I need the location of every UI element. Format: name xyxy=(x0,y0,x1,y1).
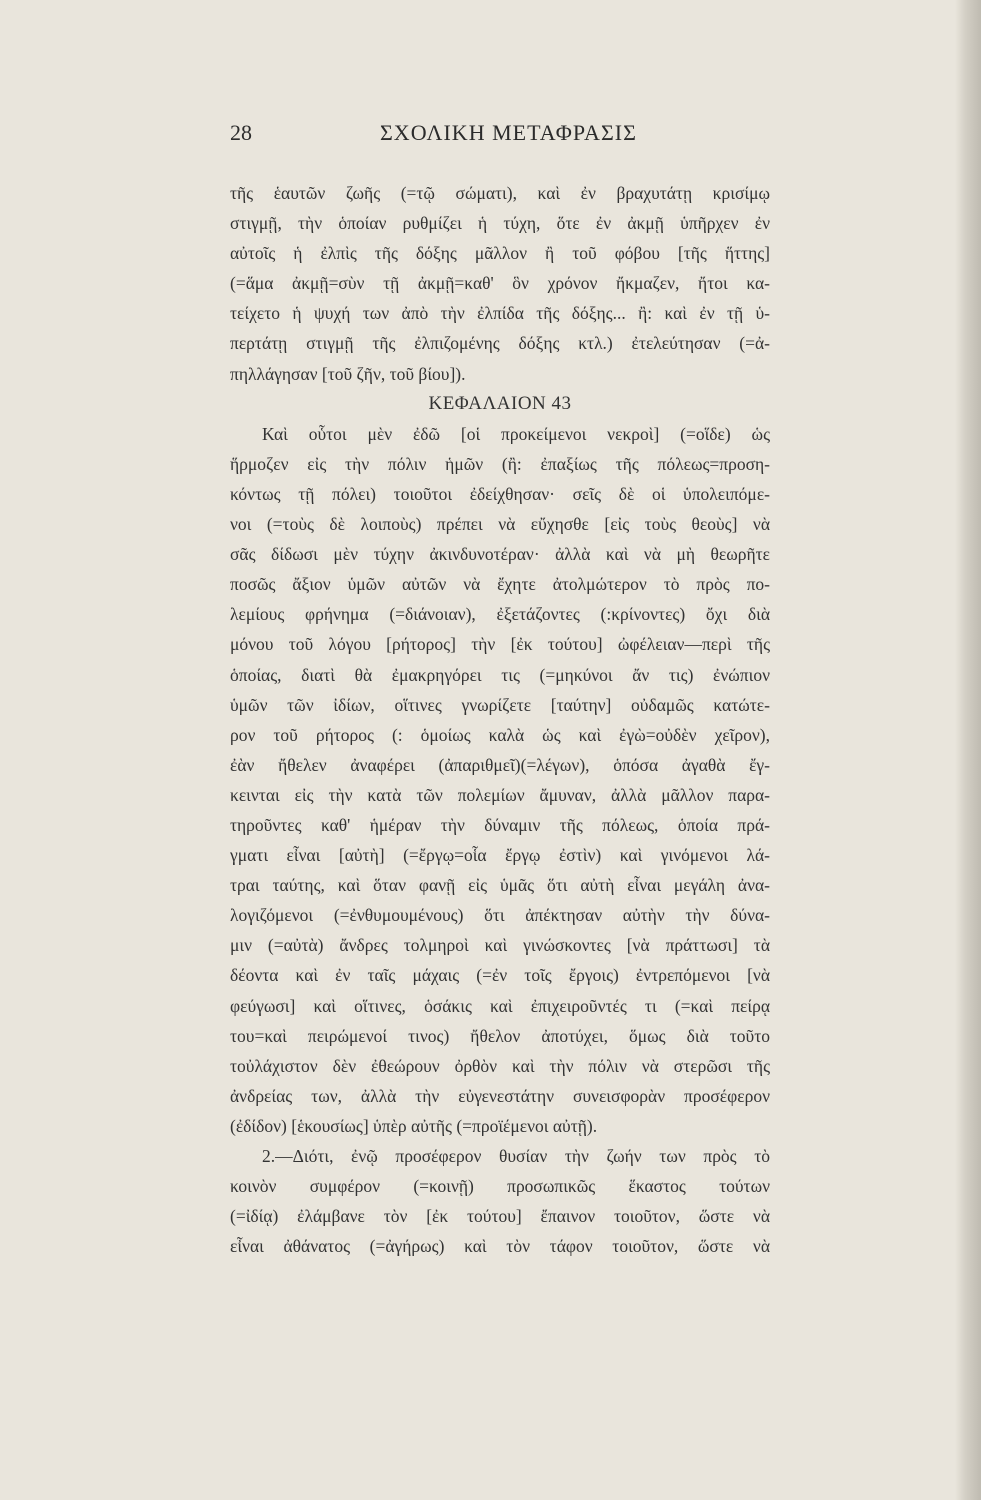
paragraph-2 xyxy=(230,1141,770,1261)
text-line: νοι (=τοὺς δὲ λοιποὺς) πρέπει νὰ εὔχησθε [εἰς τοὺς θεοὺς] νὰ xyxy=(230,514,770,535)
text-line: λογιζόμενοι (=ἐνθυμουμένους) ὅτι ἀπέκτησαν αὐτὴν τὴν δύνα- xyxy=(230,905,770,926)
text-line: 2.—Διότι, ἐνῷ προσέφερον θυσίαν τὴν ζωήν των πρὸς τὸ xyxy=(262,1146,770,1166)
page-edge-shadow xyxy=(955,0,981,1500)
text-line: γματι εἶναι [αὐτὴ] (=ἔργῳ=οἷα ἔργῳ ἐστὶν) καὶ γινόμενοι λά- xyxy=(230,845,770,866)
text-line: ὑμῶν τῶν ἰδίων, οἵτινες γνωρίζετε [ταύτην] οὐδαμῶς κατώτε- xyxy=(230,694,770,715)
text-line: ἥρμοζεν εἰς τὴν πόλιν ἡμῶν (ἢ: ἐπαξίως τῆς πόλεως=προση- xyxy=(230,453,770,474)
text-line: δέοντα καὶ ἐν ταῖς μάχαις (=ἐν τοῖς ἔργοις) ἐντρεπόμενοι [νὰ xyxy=(230,965,770,986)
text-line: μόνου τοῦ λόγου [ρήτορος] τὴν [ἐκ τούτου] ὠφέλειαν—περὶ τῆς xyxy=(230,634,770,655)
text-line: ποσῶς ἄξιον ὑμῶν αὐτῶν νὰ ἔχητε ἀτολμώτερον τὸ πρὸς πο- xyxy=(230,574,770,595)
text-line: τοὐλάχιστον δὲν ἐθεώρουν ὀρθὸν καὶ τὴν πόλιν νὰ στερῶσι τῆς xyxy=(230,1055,770,1076)
text-line: λεμίους φρήνημα (=διάνοιαν), ἐξετάζοντες (:κρίνοντες) ὄχι διὰ xyxy=(230,604,770,625)
text-line: ρον τοῦ ρήτορος (: ὁμοίως καλὰ ὡς καὶ ἐγὼ=οὐδὲν χεῖρον), xyxy=(230,724,770,745)
text-line: (=ἰδίᾳ) ἐλάμβανε τὸν [ἐκ τούτου] ἔπαινον τοιοῦτον, ὥστε νὰ xyxy=(230,1206,770,1227)
text-line: πηλλάγησαν [τοῦ ζῆν, τοῦ βίου]). xyxy=(230,363,466,384)
text-line: τῆς ἑαυτῶν ζωῆς (=τῷ σώματι), καὶ ἐν βραχυτάτῃ κρισίμῳ xyxy=(230,183,770,203)
text-line: τραι ταύτης, καὶ ὅταν φανῇ εἰς ὑμᾶς ὅτι αὐτὴ εἶναι μεγάλη ἀνα- xyxy=(230,875,770,896)
running-title: ΣΧΟΛΙΚΗ ΜΕΤΑΦΡΑΣΙΣ xyxy=(380,120,637,145)
text-line: τείχετο ἡ ψυχή των ἀπὸ τὴν ἐλπίδα τῆς δόξης... ἢ: καὶ ἐν τῇ ὑ- xyxy=(230,303,770,324)
text-line: μιν (=αὐτὰ) ἄνδρες τολμηροὶ καὶ γινώσκοντες [νὰ πράττωσι] τὰ xyxy=(230,935,770,956)
text-line: αὐτοῖς ἡ ἐλπὶς τῆς δόξης μᾶλλον ἢ τοῦ φόβου [τῆς ἥττης] xyxy=(230,243,770,264)
chapter-heading: ΚΕΦΑΛΑΙΟΝ 43 xyxy=(428,392,572,414)
text-line: Καὶ οὗτοι μὲν ἐδῶ [οἱ προκείμενοι νεκροὶ] (=οἵδε) ὡς xyxy=(262,423,770,444)
text-line: ὁποίας, διατὶ θὰ ἐμακρηγόρει τις (=μηκύνοι ἄν τις) ἐνώπιον xyxy=(230,664,770,685)
text-line: σᾶς δίδωσι μὲν τύχην ἀκινδυνοτέραν· ἀλλὰ καὶ νὰ μὴ θεωρῆτε xyxy=(230,544,770,565)
paragraph-1 xyxy=(230,419,770,1141)
text-line: (=ἅμα ἀκμῇ=σὺν τῇ ἀκμῇ=καθ' ὃν χρόνον ἤκμαζεν, ἤτοι κα- xyxy=(230,273,770,294)
text-line: κοινὸν συμφέρον (=κοινῇ) προσωπικῶς ἕκαστος τούτων xyxy=(230,1176,770,1197)
text-line: (ἐδίδον) [ἑκουσίως] ὑπὲρ αὐτῆς (=προϊέμενοι αὐτῇ). xyxy=(230,1115,598,1136)
text-line: φεύγωσι] καὶ οἵτινες, ὁσάκις καὶ ἐπιχειροῦντές τι (=καὶ πείρᾳ xyxy=(230,995,770,1016)
text-line: ἀνδρείας των, ἀλλὰ τὴν εὐγενεστάτην συνεισφορὰν προσέφερον xyxy=(230,1085,770,1106)
text-line: ἐὰν ἤθελεν ἀναφέρει (ἀπαριθμεῖ)(=λέγων), ὁπόσα ἀγαθὰ ἔγ- xyxy=(230,754,770,775)
text-block xyxy=(230,178,770,1261)
text-line: εἶναι ἀθάνατος (=ἀγήρως) καὶ τὸν τάφον τοιοῦτον, ὥστε νὰ xyxy=(230,1236,770,1257)
running-head xyxy=(230,120,770,150)
text-line: του=καὶ πειρώμενοί τινος) ἤθελον ἀποτύχει, ὅμως διὰ τοῦτο xyxy=(230,1025,770,1046)
text-line: κεινται εἰς τὴν κατὰ τῶν πολεμίων ἄμυναν, ἀλλὰ μᾶλλον παρα- xyxy=(230,784,770,805)
text-line: περτάτῃ στιγμῇ τῆς ἐλπιζομένης δόξης κτλ.) ἐτελεύτησαν (=ἀ- xyxy=(230,333,770,354)
text-line: κόντως τῇ πόλει) τοιοῦτοι ἐδείχθησαν· σεῖς δὲ οἱ ὑπολειπόμε- xyxy=(230,483,770,504)
opening-paragraph xyxy=(230,178,770,389)
page-number: 28 xyxy=(230,120,252,145)
text-line: τηροῦντες καθ' ἡμέραν τὴν δύναμιν τῆς πόλεως, ὁποία πρά- xyxy=(230,814,770,835)
text-line: στιγμῇ, τὴν ὁποίαν ρυθμίζει ἡ τύχη, ὅτε ἐν ἀκμῇ ὑπῆρχεν ἐν xyxy=(230,213,770,234)
